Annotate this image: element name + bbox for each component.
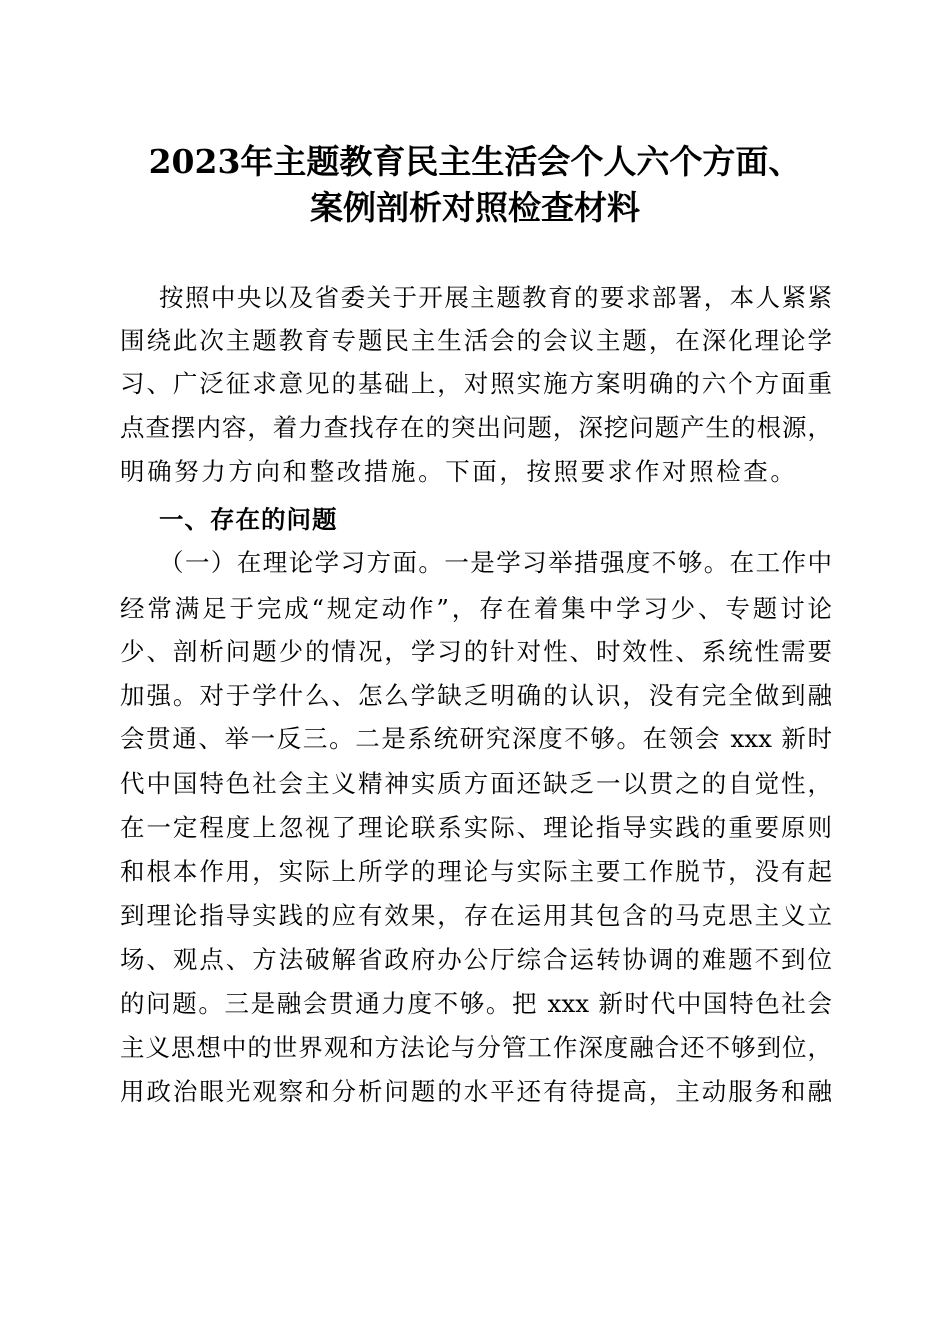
section-heading: 一、存在的问题	[159, 505, 338, 534]
paragraph-line: 点查摆内容，着力查找存在的突出问题，深挖问题产生的根源，	[120, 413, 832, 442]
paragraph-line: 明确努力方向和整改措施。下面，按照要求作对照检查。	[120, 457, 798, 486]
paragraph-line: 到理论指导实践的应有效果，存在运用其包含的马克思主义立	[120, 901, 832, 930]
paragraph-line: 围绕此次主题教育专题民主生活会的会议主题，在深化理论学	[120, 326, 832, 355]
paragraph-line: 在一定程度上忽视了理论联系实际、理论指导实践的重要原则	[120, 813, 832, 842]
paragraph-line: 习、广泛征求意见的基础上，对照实施方案明确的六个方面重	[120, 369, 832, 398]
paragraph-line: 按照中央以及省委关于开展主题教育的要求部署，本人紧紧	[159, 283, 832, 312]
document-title-line-2: 案例剖析对照检查材料	[310, 188, 640, 227]
paragraph-line: 的问题。三是融会贯通力度不够。把 xxx 新时代中国特色社会	[120, 989, 832, 1018]
document-title-line-1: 2023年主题教育民主生活会个人六个方面、	[148, 142, 802, 181]
paragraph-line: 加强。对于学什么、怎么学缺乏明确的认识，没有完全做到融	[120, 681, 832, 710]
paragraph-line: 和根本作用，实际上所学的理论与实际主要工作脱节，没有起	[120, 857, 832, 886]
paragraph-line: 主义思想中的世界观和方法论与分管工作深度融合还不够到位，	[120, 1033, 832, 1062]
paragraph-line: 会贯通、举一反三。二是系统研究深度不够。在领会 xxx 新时	[120, 724, 832, 753]
paragraph-line: 用政治眼光观察和分析问题的水平还有待提高，主动服务和融	[120, 1077, 832, 1106]
paragraph-line: 场、观点、方法破解省政府办公厅综合运转协调的难题不到位	[120, 945, 832, 974]
paragraph-line: 少、剖析问题少的情况，学习的针对性、时效性、系统性需要	[120, 637, 832, 666]
paragraph-line: 经常满足于完成“规定动作”，存在着集中学习少、专题讨论	[120, 594, 832, 623]
paragraph-line: （一）在理论学习方面。一是学习举措强度不够。在工作中	[159, 548, 832, 577]
paragraph-line: 代中国特色社会主义精神实质方面还缺乏一以贯之的自觉性，	[120, 769, 832, 798]
